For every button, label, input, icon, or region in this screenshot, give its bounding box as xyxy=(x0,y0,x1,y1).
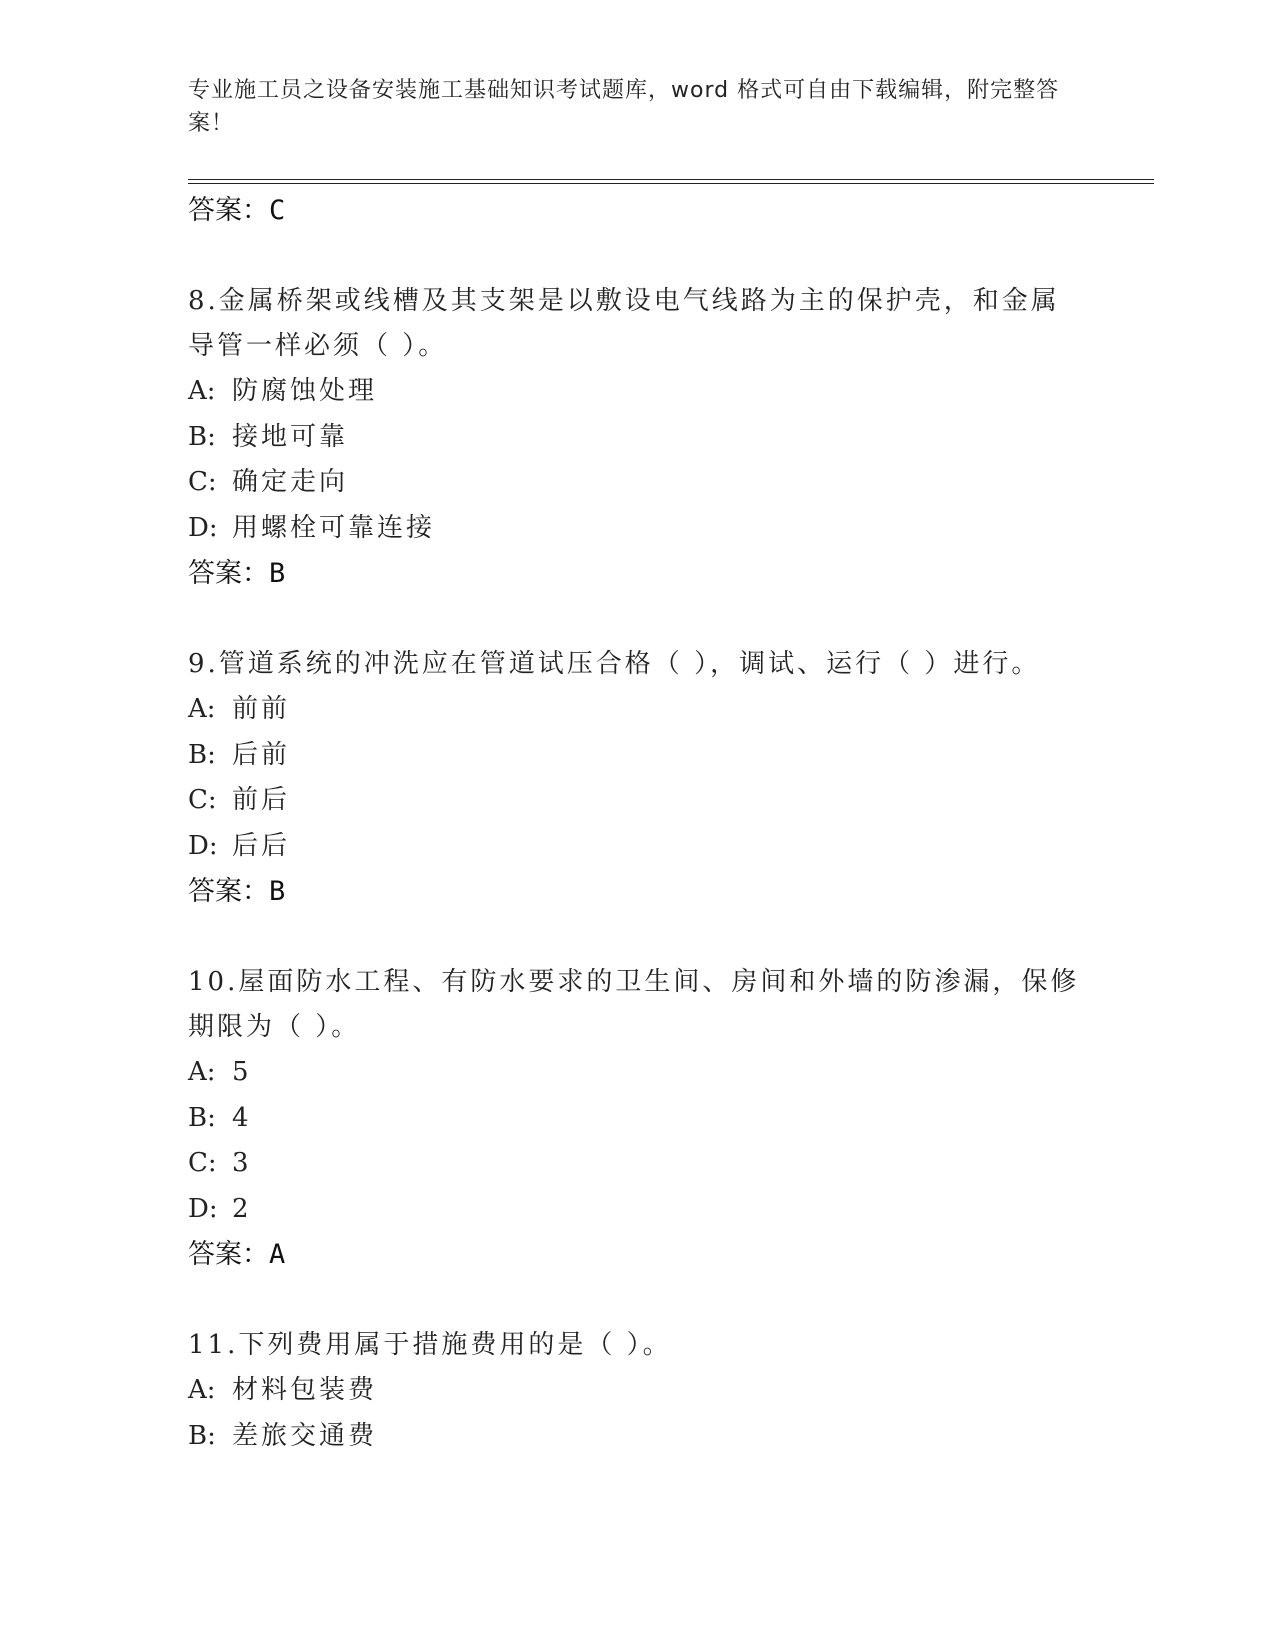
option-d xyxy=(188,824,1088,870)
question-stem: 8.金属桥架或线槽及其支架是以敷设电气线路为主的保护壳，和金属导管一样必须（ ）。 xyxy=(188,286,1060,361)
option-b xyxy=(188,733,1088,779)
option-letter: A: xyxy=(188,1375,216,1405)
answer-line xyxy=(188,551,1088,596)
answer-value: A xyxy=(269,1239,286,1270)
question-item xyxy=(188,960,1088,1277)
option-d xyxy=(188,506,1088,552)
answer-label: 答案： xyxy=(188,876,269,907)
option-letter: A: xyxy=(188,694,216,724)
option-b xyxy=(188,1414,1088,1460)
option-c xyxy=(188,778,1088,824)
document-header: 专业施工员之设备安装施工基础知识考试题库，word 格式可自由下载编辑，附完整答案！ xyxy=(188,78,1060,136)
option-letter: B: xyxy=(188,421,216,452)
answer-line xyxy=(188,188,1088,233)
question-item xyxy=(188,279,1088,596)
option-letter: C: xyxy=(188,467,217,497)
option-c xyxy=(188,1141,1088,1187)
question-stem: 11.下列费用属于措施费用的是（ ）。 xyxy=(188,1330,672,1360)
option-text: 前后 xyxy=(232,785,291,815)
option-letter: C: xyxy=(188,1148,217,1178)
option-letter: A: xyxy=(188,1057,216,1087)
header-divider-top xyxy=(188,179,1154,180)
option-text: 4 xyxy=(232,1102,252,1133)
answer-label: 答案： xyxy=(188,195,269,226)
option-c xyxy=(188,460,1088,506)
option-a xyxy=(188,369,1088,415)
option-a xyxy=(188,1368,1088,1414)
option-text: 后后 xyxy=(232,830,291,861)
option-letter: A: xyxy=(188,376,216,406)
option-text: 5 xyxy=(232,1057,252,1087)
option-text: 前前 xyxy=(232,694,291,724)
option-letter: C: xyxy=(188,785,217,815)
question-item xyxy=(188,1323,1088,1459)
option-text: 后前 xyxy=(232,739,291,770)
option-b xyxy=(188,1096,1088,1142)
option-text: 材料包装费 xyxy=(232,1375,378,1405)
question-stem: 10.屋面防水工程、有防水要求的卫生间、房间和外墙的防渗漏，保修期限为（ ）。 xyxy=(188,967,1080,1042)
question-list xyxy=(188,188,1088,1459)
answer-value: C xyxy=(269,195,286,226)
option-letter: D: xyxy=(188,830,218,861)
option-text: 防腐蚀处理 xyxy=(232,376,378,406)
option-letter: D: xyxy=(188,1193,218,1224)
option-a xyxy=(188,687,1088,733)
option-a xyxy=(188,1050,1088,1096)
option-text: 用螺栓可靠连接 xyxy=(232,512,436,543)
answer-line xyxy=(188,869,1088,914)
option-letter: D: xyxy=(188,512,218,543)
question-stem: 9.管道系统的冲洗应在管道试压合格（ ），调试、运行（ ）进行。 xyxy=(188,649,1041,679)
answer-value: B xyxy=(269,558,286,589)
option-letter: B: xyxy=(188,1102,216,1133)
answer-line xyxy=(188,1232,1088,1277)
answer-label: 答案： xyxy=(188,558,269,589)
option-letter: B: xyxy=(188,739,216,770)
option-d xyxy=(188,1187,1088,1233)
option-text: 3 xyxy=(232,1148,252,1178)
option-text: 确定走向 xyxy=(232,467,349,497)
answer-value: B xyxy=(269,876,286,907)
question-item xyxy=(188,642,1088,914)
header-divider-bottom xyxy=(188,183,1154,184)
option-letter: B: xyxy=(188,1420,216,1451)
option-text: 2 xyxy=(232,1193,252,1224)
option-b xyxy=(188,415,1088,461)
answer-label: 答案： xyxy=(188,1239,269,1270)
option-text: 差旅交通费 xyxy=(232,1420,378,1451)
option-text: 接地可靠 xyxy=(232,421,349,452)
